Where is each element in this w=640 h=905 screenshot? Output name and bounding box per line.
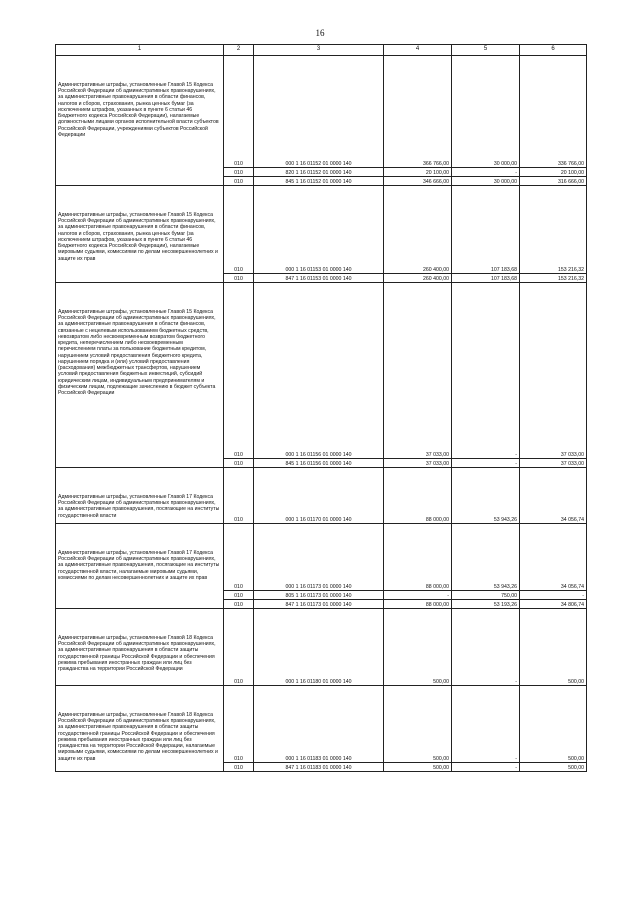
line-cell: 010 (224, 609, 254, 686)
col5-cell: 53 943,26 (452, 524, 520, 591)
col5-cell: 53 943,26 (452, 468, 520, 524)
col6-cell: 37 033,00 (520, 283, 587, 459)
col5-cell: - (452, 168, 520, 177)
code-cell: 820 1 16 01152 01 0000 140 (254, 168, 384, 177)
col6-cell: 37 033,00 (520, 459, 587, 468)
line-cell: 010 (224, 686, 254, 763)
line-cell: 010 (224, 186, 254, 274)
col6-cell: 500,00 (520, 763, 587, 772)
header-row (56, 45, 587, 56)
code-cell: 847 1 16 01183 01 0000 140 (254, 763, 384, 772)
description-cell: Административные штрафы, установленные Главой 18 Кодекса Российской Федерации об административных правонарушениях, за административные правонарушения в области защиты государственной границы Российской Федерации и обеспечения режима пребывания иностранных граждан или лиц без гражданства на территории Российской Федерации, налагаемые мировыми судьями, комиссиями по делам несовершеннолетних и защите их прав (56, 686, 224, 772)
col5-cell: 750,00 (452, 591, 520, 600)
line-cell: 010 (224, 591, 254, 600)
table-row (56, 186, 587, 274)
col5-cell: - (452, 459, 520, 468)
header-cell: 5 (452, 45, 520, 56)
header-cell: 4 (384, 45, 452, 56)
header-cell: 3 (254, 45, 384, 56)
col6-cell: 336 766,00 (520, 56, 587, 168)
col4-cell: 366 766,00 (384, 56, 452, 168)
code-cell: 847 1 16 01173 01 0000 140 (254, 600, 384, 609)
col5-cell: - (452, 609, 520, 686)
code-cell: 805 1 16 01173 01 0000 140 (254, 591, 384, 600)
col4-cell: 20 100,00 (384, 168, 452, 177)
page-number: 16 (315, 28, 325, 38)
col6-cell: 34 806,74 (520, 600, 587, 609)
code-cell: 845 1 16 01152 01 0000 140 (254, 177, 384, 186)
table-row (56, 283, 587, 459)
col4-cell: 500,00 (384, 763, 452, 772)
table-row (56, 524, 587, 591)
col4-cell: 37 033,00 (384, 283, 452, 459)
table-row (56, 686, 587, 763)
col4-cell: 88 000,00 (384, 600, 452, 609)
code-cell: 000 1 16 01170 01 0000 140 (254, 468, 384, 524)
col4-cell: 37 033,00 (384, 459, 452, 468)
code-cell: 000 1 16 01180 01 0000 140 (254, 609, 384, 686)
line-cell: 010 (224, 524, 254, 591)
col5-cell: 30 000,00 (452, 56, 520, 168)
code-cell: 000 1 16 01183 01 0000 140 (254, 686, 384, 763)
line-cell: 010 (224, 177, 254, 186)
code-cell: 000 1 16 01153 01 0000 140 (254, 186, 384, 274)
col5-cell: - (452, 763, 520, 772)
line-cell: 010 (224, 459, 254, 468)
code-cell: 000 1 16 01152 01 0000 140 (254, 56, 384, 168)
col5-cell: - (452, 686, 520, 763)
col6-cell: 34 056,74 (520, 524, 587, 591)
header-cell: 1 (56, 45, 224, 56)
col5-cell: 53 193,26 (452, 600, 520, 609)
col4-cell: 500,00 (384, 609, 452, 686)
col5-cell: 107 183,68 (452, 186, 520, 274)
line-cell: 010 (224, 468, 254, 524)
description-cell: Административные штрафы, установленные Главой 15 Кодекса Российской Федерации об административных правонарушениях, за административные правонарушения в области финансов, налогов и сборов, страхования, рынка ценных бумаг (за исключением штрафов, указанных в пункте 6 статьи 46 Бюджетного кодекса Российской Федерации), налагаемые должностными лицами органов исполнительной власти субъектов Российской Федерации, учреждениями субъектов Российской Федерации (56, 56, 224, 186)
code-cell: 845 1 16 01156 01 0000 140 (254, 459, 384, 468)
code-cell: 847 1 16 01153 01 0000 140 (254, 274, 384, 283)
line-cell: 010 (224, 56, 254, 168)
col4-cell: 88 000,00 (384, 468, 452, 524)
line-cell: 010 (224, 283, 254, 459)
description-cell: Административные штрафы, установленные Главой 15 Кодекса Российской Федерации об административных правонарушениях, за административные правонарушения в области финансов, связанные с нецелевым использованием бюджетных средств, невозвратом либо несвоевременным возвратом бюджетного кредита, неперечислением либо несвоевременным перечислением платы за пользование бюджетным кредитом, нарушением условий предоставления бюджетного кредита, нарушением порядка и (или) условий предоставления (расходования) межбюджетных трансфертов, нарушением условий предоставления бюджетных инвестиций, субсидий юридическим лицам, индивидуальным предпринимателям и физическим лицам, подлежащие зачислению в бюджет субъекта Российской Федерации (56, 283, 224, 468)
description-cell: Административные штрафы, установленные Главой 17 Кодекса Российской Федерации об административных правонарушениях, за административные правонарушения, посягающие на институты государственной власти, налагаемые мировыми судьями, комиссиями по делам несовершеннолетних и защите их прав (56, 524, 224, 609)
table-row (56, 56, 587, 168)
col6-cell: 316 666,00 (520, 177, 587, 186)
income-table (55, 44, 587, 772)
code-cell: 000 1 16 01173 01 0000 140 (254, 524, 384, 591)
header-cell: 6 (520, 45, 587, 56)
line-cell: 010 (224, 168, 254, 177)
col4-cell: 88 000,00 (384, 524, 452, 591)
col4-cell: 500,00 (384, 686, 452, 763)
col6-cell: 20 100,00 (520, 168, 587, 177)
col4-cell: 260 400,00 (384, 274, 452, 283)
col4-cell: - (384, 591, 452, 600)
col6-cell: 153 216,32 (520, 186, 587, 274)
col6-cell: 500,00 (520, 609, 587, 686)
code-cell: 000 1 16 01156 01 0000 140 (254, 283, 384, 459)
description-cell: Административные штрафы, установленные Главой 15 Кодекса Российской Федерации об административных правонарушениях, за административные правонарушения в области финансов, налогов и сборов, страхования, рынка ценных бумаг (за исключением штрафов, указанных в пункте 6 статьи 46 Бюджетного кодекса Российской Федерации), налагаемые мировыми судьями, комиссиями по делам несовершеннолетних и защите их прав (56, 186, 224, 283)
col4-cell: 260 400,00 (384, 186, 452, 274)
col6-cell: - (520, 591, 587, 600)
description-cell: Административные штрафы, установленные Главой 18 Кодекса Российской Федерации об административных правонарушениях, за административные правонарушения в области защиты государственной границы Российской Федерации и обеспечения режима пребывания иностранных граждан или лиц без гражданства на территории Российской Федерации (56, 609, 224, 686)
table-row (56, 609, 587, 686)
line-cell: 010 (224, 763, 254, 772)
col5-cell: 30 000,00 (452, 177, 520, 186)
col4-cell: 346 666,00 (384, 177, 452, 186)
table-row (56, 468, 587, 524)
col5-cell: - (452, 283, 520, 459)
line-cell: 010 (224, 600, 254, 609)
col6-cell: 500,00 (520, 686, 587, 763)
col5-cell: 107 183,68 (452, 274, 520, 283)
description-cell: Административные штрафы, установленные Главой 17 Кодекса Российской Федерации об административных правонарушениях, за административные правонарушения, посягающие на институты государственной власти (56, 468, 224, 524)
col6-cell: 34 056,74 (520, 468, 587, 524)
line-cell: 010 (224, 274, 254, 283)
header-cell: 2 (224, 45, 254, 56)
col6-cell: 153 216,32 (520, 274, 587, 283)
